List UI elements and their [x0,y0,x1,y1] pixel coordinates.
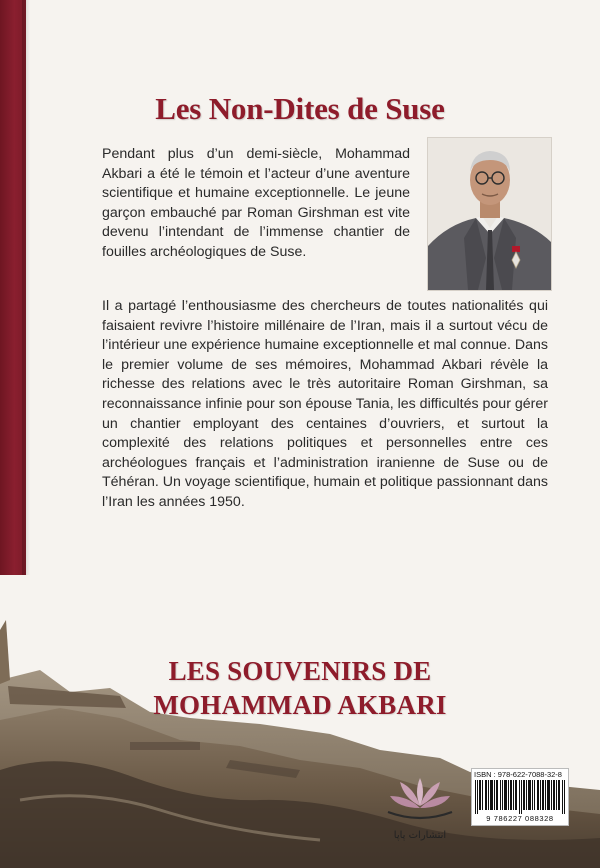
landscape-image [0,600,600,868]
description-paragraph-1: Pendant plus d’un demi-siècle, Mohammad Akbari a été le témoin et l’acteur d’une aventure scientifique et humaine exceptionnelle. Le jeune garçon embauché par Roman Girshman est vite devenu l’intendant de l’immense chantier de fouilles archéologiques de Suse. [102,146,410,260]
description-paragraph-2: Il a partagé l’enthousiasme des chercheurs de toutes nationalités qui faisaient revivre l’histoire millénaire de l’Iran, mais il a surtout vécu de l’intérieur une expérience humaine exceptionnelle et mal connue. Dans le premier volume de ses mémoires, Mohammad Akbari révèle la richesse des relations avec le très autoritaire Roman Girshman, sa reconnaissance infinie pour son épouse Tania, les difficultés pour gérer un chantier employant des centaines d’ouvriers, et surtout la complexité des relations politiques et personnelles entre ces archéologues français et l’administration iranienne de Suse ou de Téhéran. Un voyage scientifique, humain et politique passionnant dans l’Iran les années 1950. [102,298,548,510]
book-title: Les Non-Dites de Suse [155,91,445,126]
publisher-logo-text: انتشارات پاپا [393,830,447,841]
spine-shadow [22,0,30,575]
subtitle-line-1: LES SOUVENIRS DE [168,656,432,686]
isbn-label: ISBN : 978-622-7088-32-8 [474,770,562,779]
subtitle-line-2: MOHAMMAD AKBARI [153,690,447,720]
barcode-digits: 9 786227 088328 [486,814,554,823]
isbn-barcode [471,768,569,826]
lotus-flower-icon [378,768,462,846]
barcode-bars [475,780,565,814]
author-portrait [427,137,552,291]
